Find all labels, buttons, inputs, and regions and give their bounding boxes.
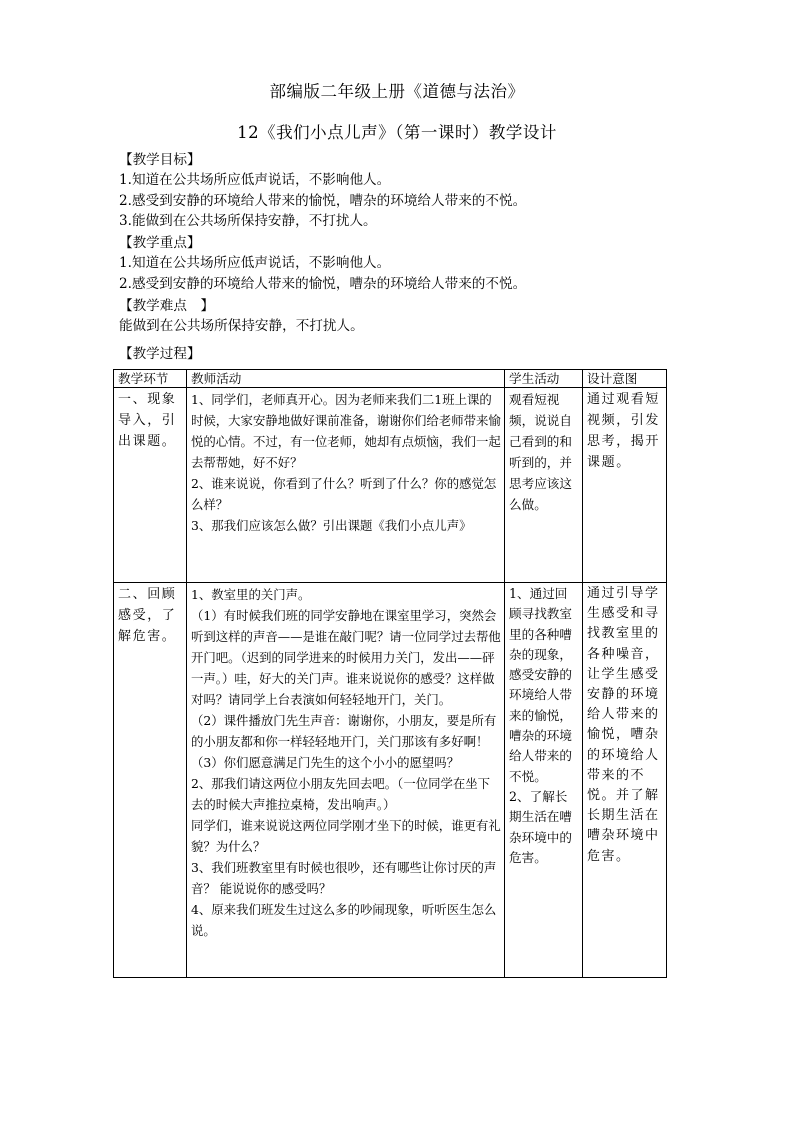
teacher-activity-cell	[187, 583, 505, 978]
student-activity-cell: 观看短视频，说说自己看到的和听到的，并思考应该这么做。	[505, 388, 583, 583]
teacher-step: 同学们，谁来说说这两位同学刚才坐下的时候，谁更有礼貌？为什么？	[191, 818, 501, 854]
difficulty-text: 能做到在公共场所保持安静，不打扰人。	[119, 318, 364, 335]
header-student: 学生活动	[505, 370, 583, 388]
teacher-step: 3、那我们应该怎么做？引出课题《我们小点儿声》	[191, 518, 472, 533]
teacher-step: 2、那我们请这两位小朋友先回去吧。（一位同学在坐下去的时候大声推拉桌椅，发出响声。）	[191, 776, 491, 812]
header-stage: 教学环节	[114, 370, 187, 388]
design-intent-cell: 通过观看短视频，引发思考，揭开课题。	[583, 388, 667, 583]
objectives-section	[119, 150, 689, 231]
focus-section	[119, 233, 689, 294]
doc-subtitle: 12《我们小点儿声》（第一课时）教学设计	[237, 123, 557, 142]
lesson-process-table	[113, 369, 667, 978]
table-row	[114, 388, 667, 583]
student-step: 2、了解长期生活在嘈杂环境中的危害。	[509, 788, 572, 865]
stage-cell: 二、回顾感受，了解危害。	[114, 583, 187, 978]
teacher-step: 1、同学们，老师真开心。因为老师来我们二1班上课的时候，大家安静地做好课前准备，谢谢你们给老师带来愉悦的心情。不过，有一位老师，她却有点烦恼，我们一起去帮帮她，好不好？	[191, 392, 501, 470]
student-activity-cell	[505, 583, 583, 978]
focus-item: 2.感受到安静的环境给人带来的愉悦，嘈杂的环境给人带来的不悦。	[119, 275, 527, 292]
focus-heading: 【教学重点】	[119, 235, 201, 251]
teacher-step: 2、谁来说说，你看到了什么？听到了什么？你的感觉怎么样？	[191, 476, 497, 512]
difficulty-heading: 【教学难点 】	[119, 298, 215, 314]
teacher-step: （3）你们愿意满足门先生的这个小小的愿望吗？	[191, 755, 460, 770]
difficulty-section	[119, 296, 689, 337]
student-step: 1、通过回顾寻找教室里的各种嘈杂的现象，感受安静的环境给人带来的愉悦，嘈杂的环境给人带来的不悦。	[509, 586, 572, 784]
objective-item: 2.感受到安静的环境给人带来的愉悦，嘈杂的环境给人带来的不悦。	[119, 192, 527, 209]
teacher-activity-cell	[187, 388, 505, 583]
header-design: 设计意图	[583, 370, 667, 388]
header-teacher: 教师活动	[187, 370, 505, 388]
objectives-heading: 【教学目标】	[119, 152, 201, 168]
objective-item: 1.知道在公共场所应低声说话，不影响他人。	[119, 172, 391, 189]
teacher-step: 3、我们班教室里有时候也很吵，还有哪些让你讨厌的声音？ 能说说你的感受吗？	[191, 860, 497, 896]
focus-item: 1.知道在公共场所应低声说话，不影响他人。	[119, 255, 391, 272]
process-heading: 【教学过程】	[119, 346, 201, 362]
objective-item: 3.能做到在公共场所保持安静，不打扰人。	[119, 212, 377, 229]
teacher-step: 4、原来我们班发生过这么多的吵闹现象，听听医生怎么说。	[191, 902, 497, 938]
teacher-step: 1、教室里的关门声。	[191, 587, 311, 602]
table-row	[114, 583, 667, 978]
doc-title: 部编版二年级上册《道德与法治》	[269, 82, 525, 101]
teacher-step: （2）课件播放门先生声音：谢谢你，小朋友，要是所有的小朋友都和你一样轻轻地开门，关门那该有多好啊！	[191, 713, 497, 749]
stage-cell: 一、现象导入，引出课题。	[114, 388, 187, 583]
design-intent-cell: 通过引导学生感受和寻找教室里的各种噪音，让学生感受安静的环境给人带来的愉悦，嘈杂的环境给人带来的不悦。并了解长期生活在嘈杂环境中危害。	[583, 583, 667, 978]
table-header-row	[114, 370, 667, 388]
process-section	[119, 344, 689, 364]
teacher-step: （1）有时候我们班的同学安静地在课室里学习，突然会听到这样的声音——是谁在敲门呢？请一位同学过去帮他开门吧。（迟到的同学进来的时候用力关门，发出——砰一声。）哇，好大的关门声。谁来说说你的感受？这样做对吗？请同学上台表演如何轻轻地开门，关门。	[191, 608, 501, 707]
